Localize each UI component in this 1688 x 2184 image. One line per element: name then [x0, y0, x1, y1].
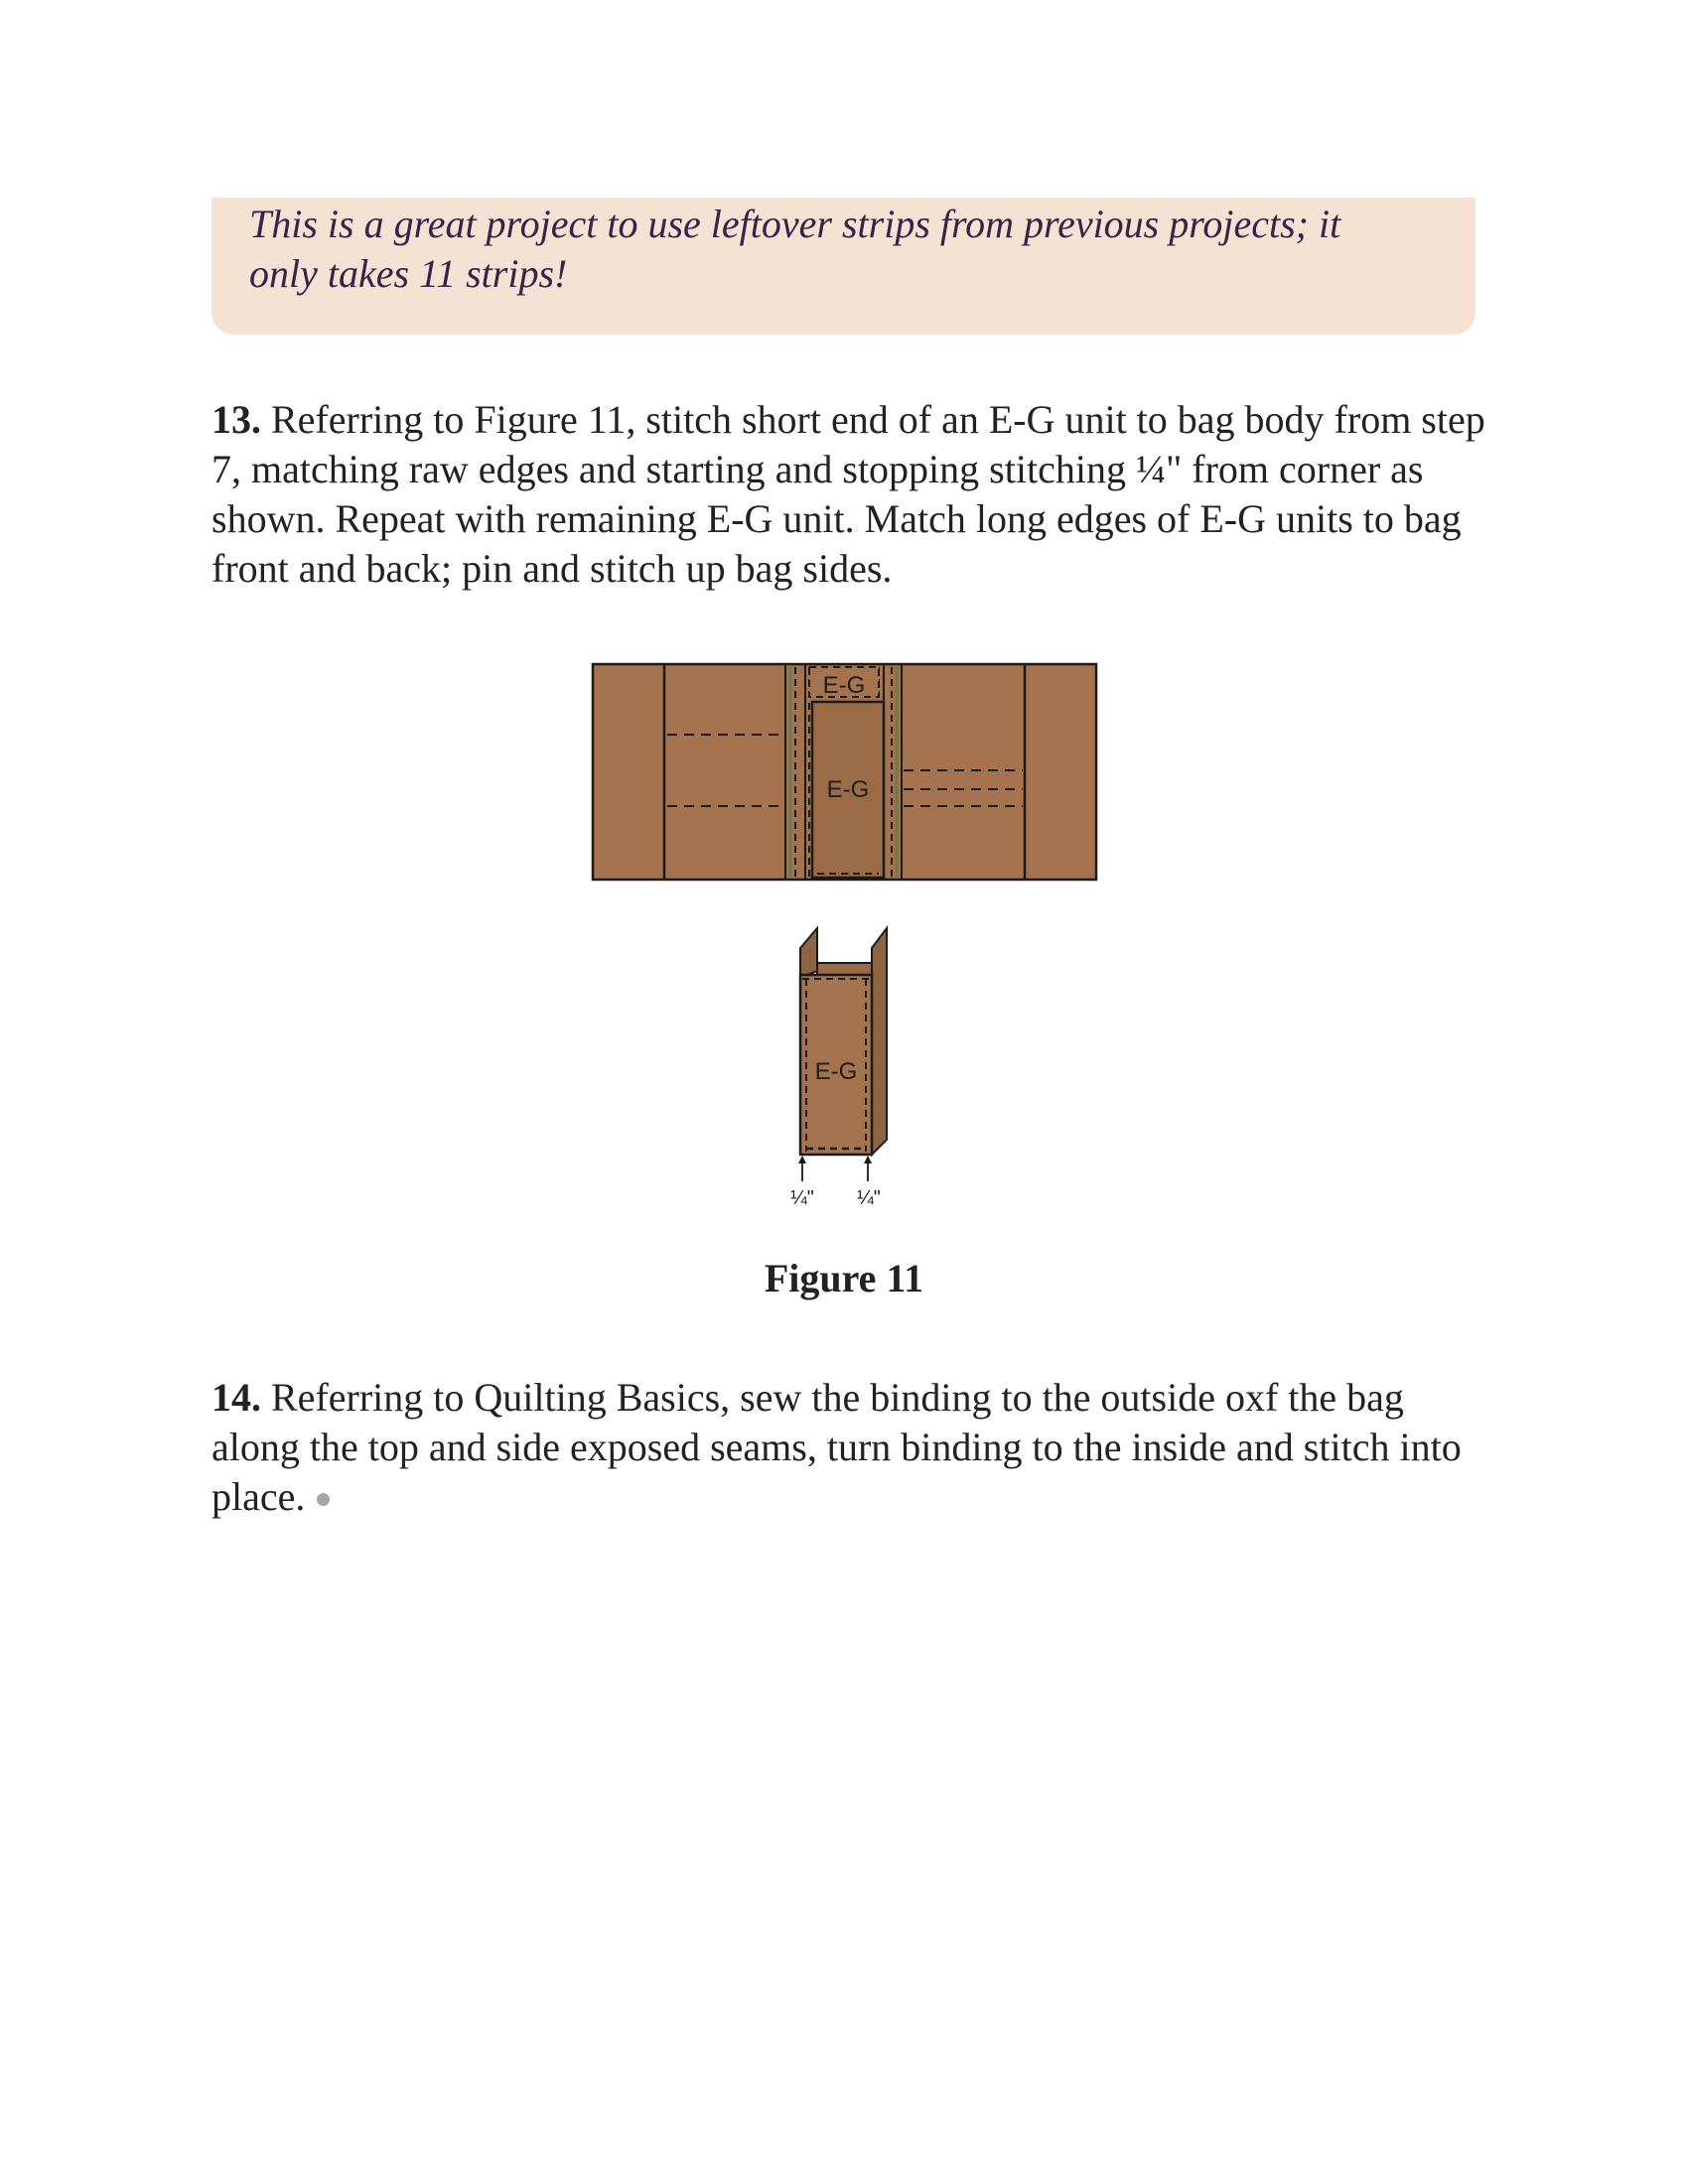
right-measure-label: ¼": [857, 1187, 881, 1209]
end-bullet-icon: [317, 1493, 330, 1506]
left-flap: [800, 928, 817, 978]
tip-text: This is a great project to use leftover strips from previous projects; it only takes 11 strips!: [249, 202, 1341, 296]
arrow-head-icon: [864, 1156, 872, 1163]
step-number: 13.: [211, 397, 261, 442]
bag-body-diagram: [593, 664, 1096, 880]
figure-caption: Figure 11: [764, 1256, 924, 1300]
eg-unit-detail-diagram: [790, 928, 887, 1209]
lower-eg-label: E-G: [814, 1058, 858, 1085]
right-side-panel: [872, 928, 887, 1155]
arrow-head-icon: [798, 1156, 806, 1163]
left-measure-label: ¼": [790, 1187, 814, 1209]
step-text: Referring to Quilting Basics, sew the binding to the outside oxf the bag along the top and side exposed seams, turn binding to the inside and stitch into place.: [211, 1375, 1462, 1519]
step-text: Referring to Figure 11, stitch short end of an E-G unit to bag body from step 7, matching raw edges and starting and stopping stitching ¼" from corner as shown. Repeat with remaining E-G unit. Match long edges of E-G units to bag front and back; pin and stitch up bag sides.: [211, 397, 1485, 591]
step-number: 14.: [211, 1375, 261, 1420]
center-eg-label: E-G: [826, 776, 870, 803]
step-14: [211, 1373, 1492, 1522]
top-eg-label: E-G: [822, 672, 866, 699]
